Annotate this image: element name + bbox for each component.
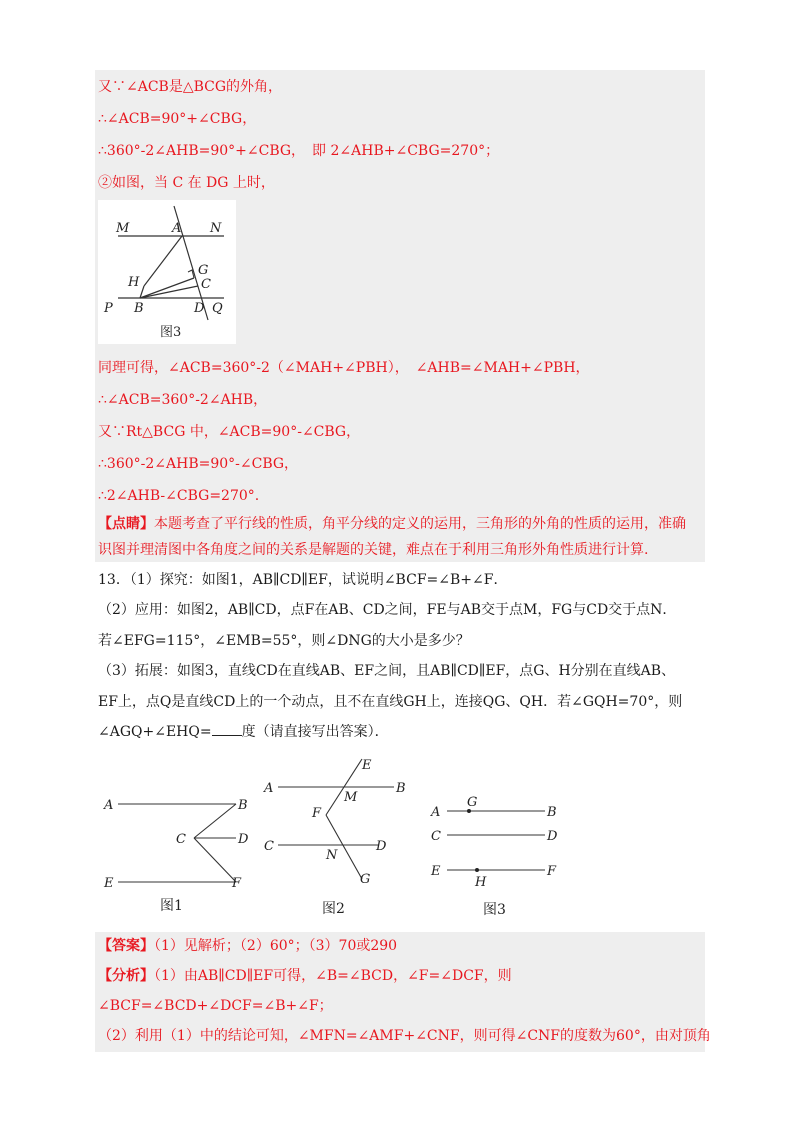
fig-label: G [360, 872, 371, 887]
fig-label: A [172, 221, 182, 236]
comment-line [98, 514, 686, 534]
fig-caption: 图1 [160, 898, 183, 914]
answer-line [98, 936, 397, 956]
fig-label: D [194, 301, 205, 316]
fig-label: C [201, 277, 211, 292]
fig-caption: 图2 [322, 901, 345, 917]
comment-line: 识图并理清图中各角度之间的关系是解题的关键，难点在于利用三角形外角性质进行计算. [98, 542, 649, 558]
fig-label: C [264, 839, 274, 854]
answer-blank [212, 723, 242, 736]
fig-label: G [467, 795, 478, 810]
solution-line: 同理可得，∠ACB=360°-2（∠MAH+∠PBH）， ∠AHB=∠MAH+∠PBH， [98, 360, 590, 376]
fig-label: C [431, 829, 441, 844]
fig-label: B [396, 781, 406, 796]
problem-line: （3）拓展：如图3，直线CD在直线AB、EF之间，且AB∥CD∥EF，点G、H分别在直线AB、 [98, 663, 676, 679]
fig-label: N [326, 848, 338, 863]
problem-line: 若∠EFG=115°，∠EMB=55°，则∠DNG的大小是多少？ [98, 633, 470, 649]
analysis-line [98, 966, 512, 986]
fig-label: D [238, 832, 249, 847]
fig-caption: 图3 [160, 325, 182, 340]
fig-label: F [547, 864, 557, 879]
analysis-line: ∠BCF=∠BCD+∠DCF=∠B+∠F； [98, 998, 333, 1014]
figure-1 [98, 790, 258, 920]
fig-label: E [362, 758, 372, 773]
answer-text: （1）见解析；（2）60°；（3）70或290 [154, 938, 398, 954]
fig-label: B [134, 301, 144, 316]
comment-text: 本题考查了平行线的性质，角平分线的定义的运用，三角形的外角的性质的运用，准确 [154, 516, 686, 532]
fig-label: H [128, 275, 140, 290]
problem-line [98, 722, 389, 742]
solution-figure-3 [98, 200, 236, 344]
fig-label: N [210, 221, 222, 236]
fig-label: E [104, 876, 114, 891]
fig-label: M [344, 790, 358, 805]
fig-label: G [198, 263, 209, 278]
problem-line: EF上，点Q是直线CD上的一个动点，且不在直线GH上，连接QG、QH．若∠GQH=70°，则 [98, 694, 683, 710]
fig-caption: 图3 [483, 902, 506, 918]
solution-line: ∴360°-2∠AHB=90°+∠CBG， 即 2∠AHB+∠CBG=270°； [98, 143, 500, 159]
fig-label: B [547, 805, 557, 820]
analysis-tag: 【分析】 [98, 968, 154, 984]
solution-line: ∴∠ACB=360°-2∠AHB， [98, 392, 268, 408]
solution-line: ∴∠ACB=90°+∠CBG， [98, 111, 257, 127]
fig-label: H [475, 875, 487, 890]
solution-line: ∴360°-2∠AHB=90°-∠CBG， [98, 456, 299, 472]
figure-2 [258, 755, 418, 923]
solution-line: ∴2∠AHB-∠CBG=270°. [98, 488, 260, 504]
figure-3 [425, 790, 575, 925]
comment-tag: 【点睛】 [98, 516, 154, 532]
answer-tag: 【答案】 [98, 938, 154, 954]
fig-label: Q [212, 301, 223, 316]
solution-line: ②如图，当 C 在 DG 上时， [98, 175, 275, 191]
fig-label: D [547, 829, 558, 844]
fig-label: B [238, 798, 248, 813]
fig-label: A [104, 798, 114, 813]
fig-label: A [431, 805, 441, 820]
problem-expression: ∠AGQ+∠EHQ= [98, 724, 212, 740]
fig-label: C [176, 832, 186, 847]
fig-label: F [312, 806, 322, 821]
fig-label: F [232, 876, 242, 891]
problem-line: （2）应用：如图2，AB∥CD，点F在AB、CD之间，FE与AB交于点M，FG与CD交于点N． [98, 602, 677, 618]
fig-label: D [376, 839, 387, 854]
fig-label: E [431, 864, 441, 879]
fig-label: A [264, 781, 274, 796]
analysis-line: （2）利用（1）中的结论可知，∠MFN=∠AMF+∠CNF，则可得∠CNF的度数为60°，由对顶角 [98, 1028, 711, 1044]
problem-line: 13．（1）探究：如图1，AB∥CD∥EF，试说明∠BCF=∠B+∠F． [98, 572, 508, 588]
solution-line: 又∵∠ACB是△BCG的外角， [98, 79, 283, 95]
analysis-text: （1）由AB∥CD∥EF可得，∠B=∠BCD，∠F=∠DCF，则 [154, 968, 512, 984]
problem-tail: 度（请直接写出答案）． [241, 724, 389, 740]
solution-line: 又∵Rt△BCG 中，∠ACB=90°-∠CBG， [98, 424, 361, 440]
fig-label: P [104, 301, 113, 316]
fig-label: M [116, 221, 130, 236]
